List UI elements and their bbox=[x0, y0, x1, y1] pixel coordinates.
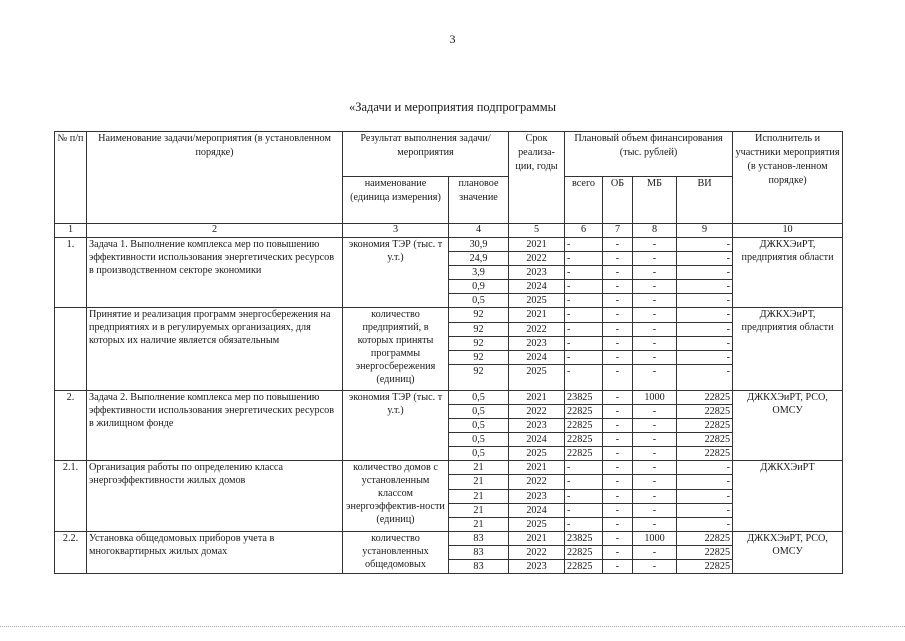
header-finance: Плановый объем финансирования (тыс. рублей) bbox=[565, 132, 733, 177]
planned-value: 3,9 bbox=[449, 266, 509, 280]
column-index: 5 bbox=[509, 224, 565, 238]
finance-ob: - bbox=[603, 405, 633, 419]
finance-mb: - bbox=[633, 560, 677, 574]
finance-total: - bbox=[565, 351, 603, 365]
year: 2021 bbox=[509, 461, 565, 475]
year: 2024 bbox=[509, 504, 565, 518]
finance-total: 23825 bbox=[565, 532, 603, 546]
finance-ob: - bbox=[603, 323, 633, 337]
header-mb: МБ bbox=[633, 177, 677, 224]
finance-vi: 22825 bbox=[677, 405, 733, 419]
executor: ДЖКХЭиРТ, предприятия области bbox=[733, 238, 843, 308]
finance-vi: 22825 bbox=[677, 447, 733, 461]
finance-vi: - bbox=[677, 323, 733, 337]
task-name: Задача 2. Выполнение комплекса мер по повышению эффективности использования энергетических ресурсов в жилищном фонде bbox=[87, 391, 343, 461]
result-name: количество домов с установленным классом энергоэффектив-ности (единиц) bbox=[343, 461, 449, 532]
task-number: 2. bbox=[55, 391, 87, 461]
year: 2022 bbox=[509, 405, 565, 419]
planned-value: 0,5 bbox=[449, 405, 509, 419]
finance-mb: - bbox=[633, 294, 677, 308]
finance-mb: - bbox=[633, 475, 677, 490]
year: 2025 bbox=[509, 294, 565, 308]
planned-value: 0,5 bbox=[449, 391, 509, 405]
finance-total: 22825 bbox=[565, 546, 603, 560]
column-index-row bbox=[55, 224, 843, 238]
year: 2021 bbox=[509, 532, 565, 546]
year: 2021 bbox=[509, 308, 565, 323]
finance-mb: - bbox=[633, 419, 677, 433]
planned-value: 92 bbox=[449, 308, 509, 323]
finance-mb: 1000 bbox=[633, 391, 677, 405]
finance-ob: - bbox=[603, 490, 633, 504]
table-row bbox=[55, 308, 843, 323]
header-num: № п/п bbox=[55, 132, 87, 224]
planned-value: 0,5 bbox=[449, 447, 509, 461]
finance-vi: - bbox=[677, 504, 733, 518]
finance-ob: - bbox=[603, 546, 633, 560]
planned-value: 83 bbox=[449, 546, 509, 560]
header-name: Наименование задачи/мероприятия (в установленном порядке) bbox=[87, 132, 343, 224]
finance-total: - bbox=[565, 365, 603, 391]
finance-total: - bbox=[565, 323, 603, 337]
finance-vi: 22825 bbox=[677, 433, 733, 447]
year: 2023 bbox=[509, 560, 565, 574]
finance-total: 22825 bbox=[565, 560, 603, 574]
finance-ob: - bbox=[603, 238, 633, 252]
finance-mb: - bbox=[633, 461, 677, 475]
task-name: Задача 1. Выполнение комплекса мер по повышению эффективности использования энергетических ресурсов в производственном секторе экономики bbox=[87, 238, 343, 308]
finance-mb: 1000 bbox=[633, 532, 677, 546]
finance-ob: - bbox=[603, 475, 633, 490]
year: 2022 bbox=[509, 323, 565, 337]
header-total: всего bbox=[565, 177, 603, 224]
finance-vi: 22825 bbox=[677, 560, 733, 574]
finance-total: - bbox=[565, 294, 603, 308]
finance-ob: - bbox=[603, 518, 633, 532]
finance-mb: - bbox=[633, 490, 677, 504]
finance-vi: 22825 bbox=[677, 532, 733, 546]
header-vi: ВИ bbox=[677, 177, 733, 224]
result-name: экономия ТЭР (тыс. т у.т.) bbox=[343, 391, 449, 461]
year: 2023 bbox=[509, 490, 565, 504]
finance-vi: - bbox=[677, 252, 733, 266]
task-name: Организация работы по определению класса энергоэффективности жилых домов bbox=[87, 461, 343, 532]
planned-value: 92 bbox=[449, 365, 509, 391]
header-result-value: плановое значение bbox=[449, 177, 509, 224]
finance-ob: - bbox=[603, 252, 633, 266]
planned-value: 0,9 bbox=[449, 280, 509, 294]
finance-mb: - bbox=[633, 447, 677, 461]
task-number: 1. bbox=[55, 238, 87, 308]
finance-vi: 22825 bbox=[677, 391, 733, 405]
planned-value: 92 bbox=[449, 351, 509, 365]
column-index: 1 bbox=[55, 224, 87, 238]
planned-value: 21 bbox=[449, 475, 509, 490]
finance-total: 23825 bbox=[565, 391, 603, 405]
finance-vi: - bbox=[677, 490, 733, 504]
finance-total: 22825 bbox=[565, 433, 603, 447]
planned-value: 92 bbox=[449, 323, 509, 337]
planned-value: 0,5 bbox=[449, 419, 509, 433]
finance-vi: - bbox=[677, 308, 733, 323]
year: 2022 bbox=[509, 252, 565, 266]
finance-mb: - bbox=[633, 337, 677, 351]
planned-value: 21 bbox=[449, 461, 509, 475]
year: 2022 bbox=[509, 546, 565, 560]
finance-mb: - bbox=[633, 308, 677, 323]
table-row bbox=[55, 391, 843, 405]
executor: ДЖКХЭиРТ, РСО, ОМСУ bbox=[733, 391, 843, 461]
result-name: количество предприятий, в которых приняты программы энергосбережения (единиц) bbox=[343, 308, 449, 391]
column-index: 2 bbox=[87, 224, 343, 238]
finance-total: - bbox=[565, 238, 603, 252]
finance-ob: - bbox=[603, 391, 633, 405]
table-row bbox=[55, 532, 843, 546]
year: 2024 bbox=[509, 433, 565, 447]
finance-vi: - bbox=[677, 238, 733, 252]
finance-vi: - bbox=[677, 337, 733, 351]
finance-ob: - bbox=[603, 532, 633, 546]
planned-value: 0,5 bbox=[449, 433, 509, 447]
executor: ДЖКХЭиРТ, РСО, ОМСУ bbox=[733, 532, 843, 574]
finance-vi: - bbox=[677, 461, 733, 475]
column-index: 10 bbox=[733, 224, 843, 238]
table-body bbox=[55, 224, 843, 574]
column-index: 7 bbox=[603, 224, 633, 238]
finance-total: - bbox=[565, 518, 603, 532]
finance-mb: - bbox=[633, 546, 677, 560]
finance-total: - bbox=[565, 337, 603, 351]
column-index: 4 bbox=[449, 224, 509, 238]
finance-ob: - bbox=[603, 560, 633, 574]
finance-mb: - bbox=[633, 266, 677, 280]
finance-ob: - bbox=[603, 433, 633, 447]
finance-total: - bbox=[565, 504, 603, 518]
finance-ob: - bbox=[603, 337, 633, 351]
task-number: 2.2. bbox=[55, 532, 87, 574]
scan-bottom-edge bbox=[0, 626, 905, 641]
planned-value: 21 bbox=[449, 490, 509, 504]
executor: ДЖКХЭиРТ bbox=[733, 461, 843, 532]
finance-ob: - bbox=[603, 365, 633, 391]
finance-ob: - bbox=[603, 504, 633, 518]
column-index: 3 bbox=[343, 224, 449, 238]
finance-mb: - bbox=[633, 518, 677, 532]
finance-vi: - bbox=[677, 266, 733, 280]
planned-value: 24,9 bbox=[449, 252, 509, 266]
finance-total: - bbox=[565, 280, 603, 294]
year: 2023 bbox=[509, 266, 565, 280]
finance-total: - bbox=[565, 308, 603, 323]
finance-ob: - bbox=[603, 266, 633, 280]
finance-mb: - bbox=[633, 365, 677, 391]
task-name: Принятие и реализация программ энергосбережения на предприятиях и в регулируемых организациях, для которых их наличие является обязательным bbox=[87, 308, 343, 391]
task-number: 2.1. bbox=[55, 461, 87, 532]
task-number bbox=[55, 308, 87, 391]
planned-value: 92 bbox=[449, 337, 509, 351]
year: 2023 bbox=[509, 337, 565, 351]
planned-value: 0,5 bbox=[449, 294, 509, 308]
finance-ob: - bbox=[603, 351, 633, 365]
task-name: Установка общедомовых приборов учета в многоквартирных жилых домах bbox=[87, 532, 343, 574]
finance-total: - bbox=[565, 252, 603, 266]
finance-mb: - bbox=[633, 405, 677, 419]
header-term: Срок реализа-ции, годы bbox=[509, 132, 565, 224]
finance-mb: - bbox=[633, 252, 677, 266]
finance-vi: - bbox=[677, 351, 733, 365]
table-row bbox=[55, 461, 843, 475]
finance-vi: - bbox=[677, 518, 733, 532]
finance-total: - bbox=[565, 461, 603, 475]
year: 2024 bbox=[509, 351, 565, 365]
result-name: экономия ТЭР (тыс. т у.т.) bbox=[343, 238, 449, 308]
finance-total: 22825 bbox=[565, 447, 603, 461]
year: 2024 bbox=[509, 280, 565, 294]
year: 2021 bbox=[509, 238, 565, 252]
tasks-table bbox=[54, 131, 843, 574]
finance-total: 22825 bbox=[565, 419, 603, 433]
year: 2025 bbox=[509, 365, 565, 391]
finance-vi: 22825 bbox=[677, 419, 733, 433]
finance-total: - bbox=[565, 266, 603, 280]
table-row bbox=[55, 238, 843, 252]
column-index: 8 bbox=[633, 224, 677, 238]
finance-vi: - bbox=[677, 294, 733, 308]
finance-mb: - bbox=[633, 280, 677, 294]
finance-mb: - bbox=[633, 433, 677, 447]
header-executor: Исполнитель и участники мероприятия (в установ-ленном порядке) bbox=[733, 132, 843, 224]
planned-value: 83 bbox=[449, 532, 509, 546]
result-name: количество установленных общедомовых bbox=[343, 532, 449, 574]
planned-value: 30,9 bbox=[449, 238, 509, 252]
finance-mb: - bbox=[633, 504, 677, 518]
column-index: 9 bbox=[677, 224, 733, 238]
planned-value: 21 bbox=[449, 518, 509, 532]
finance-vi: - bbox=[677, 280, 733, 294]
planned-value: 21 bbox=[449, 504, 509, 518]
finance-total: - bbox=[565, 490, 603, 504]
finance-vi: 22825 bbox=[677, 546, 733, 560]
column-index: 6 bbox=[565, 224, 603, 238]
page-number: 3 bbox=[449, 32, 456, 46]
finance-ob: - bbox=[603, 447, 633, 461]
document-title: «Задачи и мероприятия подпрограммы bbox=[348, 100, 557, 114]
finance-ob: - bbox=[603, 308, 633, 323]
finance-mb: - bbox=[633, 238, 677, 252]
finance-mb: - bbox=[633, 351, 677, 365]
header-ob: ОБ bbox=[603, 177, 633, 224]
finance-vi: - bbox=[677, 365, 733, 391]
finance-ob: - bbox=[603, 280, 633, 294]
header-result: Результат выполнения задачи/мероприятия bbox=[343, 132, 509, 177]
year: 2023 bbox=[509, 419, 565, 433]
year: 2021 bbox=[509, 391, 565, 405]
planned-value: 83 bbox=[449, 560, 509, 574]
finance-ob: - bbox=[603, 419, 633, 433]
finance-total: 22825 bbox=[565, 405, 603, 419]
executor: ДЖКХЭиРТ, предприятия области bbox=[733, 308, 843, 391]
finance-ob: - bbox=[603, 461, 633, 475]
year: 2022 bbox=[509, 475, 565, 490]
finance-total: - bbox=[565, 475, 603, 490]
year: 2025 bbox=[509, 518, 565, 532]
finance-vi: - bbox=[677, 475, 733, 490]
finance-mb: - bbox=[633, 323, 677, 337]
header-result-name: наименование (единица измерения) bbox=[343, 177, 449, 224]
finance-ob: - bbox=[603, 294, 633, 308]
year: 2025 bbox=[509, 447, 565, 461]
